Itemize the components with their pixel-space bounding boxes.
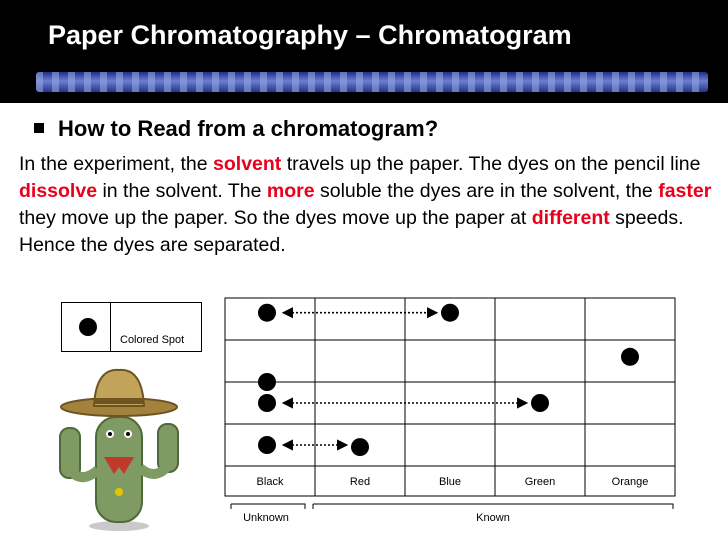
slide-title: Paper Chromatography – Chromatogram: [48, 20, 572, 50]
paragraph-text: In the experiment, the: [19, 153, 214, 175]
paragraph-text: soluble the dyes are in the solvent, the: [314, 180, 659, 202]
paragraph-text: travels up the paper. The dyes on the pencil line: [281, 153, 701, 175]
highlighted-word: dissolve: [19, 180, 98, 202]
dye-spot: [258, 394, 276, 412]
highlighted-word: faster: [658, 180, 712, 202]
unknown-label: Unknown: [243, 512, 289, 524]
dye-spot: [531, 394, 549, 412]
dye-spot: [258, 373, 276, 391]
column-label: Orange: [611, 476, 649, 488]
highlighted-word: different: [531, 207, 610, 229]
column-label: Blue: [438, 476, 462, 488]
bullet-text: How to Read from a chromatogram?: [58, 116, 439, 141]
dye-spot: [441, 304, 459, 322]
dye-spot: [621, 348, 639, 366]
dye-spot: [258, 304, 276, 322]
column-label: Red: [349, 476, 371, 488]
legend-label: Colored Spot: [120, 334, 185, 346]
known-bracket: [313, 504, 673, 509]
highlighted-word: more: [266, 180, 315, 202]
highlighted-word: solvent: [213, 153, 282, 175]
column-label: Black: [256, 476, 284, 488]
known-label: Known: [476, 512, 510, 524]
dye-spot: [258, 436, 276, 454]
paragraph-text: they move up the paper. So the dyes move up the paper at: [19, 207, 532, 229]
paragraph-text: speeds. Hence the dyes are separated.: [19, 207, 684, 256]
column-label: Green: [524, 476, 556, 488]
dye-spot: [351, 438, 369, 456]
unknown-bracket: [231, 504, 305, 509]
paragraph-text: in the solvent. The: [97, 180, 267, 202]
